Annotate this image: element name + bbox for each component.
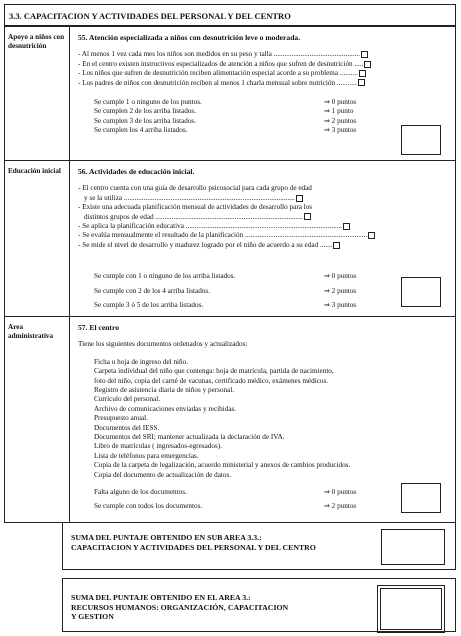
intro-text: Tiene los siguientes documentos ordenados y actualizados:: [78, 340, 248, 349]
checkbox[interactable]: [364, 61, 371, 68]
checkbox[interactable]: [368, 232, 375, 239]
criteria-body-57: [70, 317, 456, 523]
list-item: Copia de la carpeta de legalización, acuerdo ministerial y anexos de cambios producidos.: [94, 461, 351, 470]
arrow-icon: ⇒: [324, 272, 330, 281]
score-row: Se cumple con todos los documentos. ⇒ 2 puntos: [94, 501, 357, 510]
score-input-box[interactable]: [401, 125, 441, 155]
checkbox[interactable]: [361, 51, 368, 58]
checkbox[interactable]: [333, 242, 340, 249]
arrow-icon: ⇒: [324, 98, 330, 107]
score-input-box[interactable]: [401, 483, 441, 513]
list-item: - Se aplica la planificación educativa .......................................................................................: [78, 222, 449, 231]
criteria-body-56: [70, 161, 456, 317]
list-item: Ficha u hoja de ingreso del niño.: [94, 357, 189, 366]
list-item: Documentos del SRI; mantener actualizada la declaración de IVA.: [94, 433, 285, 442]
list-item: - Los padres de niños con desnutrición reciben al menos 1 charla mensual sobre nutrición ...........: [78, 79, 449, 88]
list-item: Carpeta individual del niño que contenga: hoja de matrícula, partida de nacimiento,: [94, 367, 334, 376]
list-item: - Se mide el nivel de desarrollo y madurez logrado por el niño de acuerdo a su edad .......: [78, 241, 449, 250]
list-item: - En el centro existen instructivos especializados de atención a niños que sufren de desnutrición .....: [78, 60, 449, 69]
list-item: - Existe una adecuada planificación mensual de actividades de desarrollo para los: [78, 203, 313, 212]
section-title: 3.3. CAPACITACION Y ACTIVIDADES DEL PERSONAL Y DEL CENTRO: [4, 4, 456, 26]
score-row: Se cumple con 1 o ninguno de los arriba listados. ⇒ 0 puntos: [94, 272, 357, 281]
score-row: Se cumple 3 ó 5 de los arriba listados. ⇒ 3 puntos: [94, 301, 357, 310]
arrow-icon: ⇒: [324, 286, 330, 295]
list-item: Libro de matrículas ( ingresados-egresados).: [94, 442, 222, 451]
list-item: Currículo del personal.: [94, 395, 161, 404]
list-item: - Los niños que sufren de desnutrición reciben alimentación especial acorde a su problema ..........: [78, 69, 449, 78]
score-row: Se cumplen 2 de los arriba listados. ⇒ 1 punto: [94, 107, 354, 116]
criteria-row-55: [5, 27, 456, 161]
subarea-total-box[interactable]: [381, 529, 445, 565]
score-input-box[interactable]: [401, 277, 441, 307]
arrow-icon: ⇒: [324, 301, 330, 310]
list-item: - Al menos 1 vez cada mes los niños son medidos en su peso y talla ................................................: [78, 50, 449, 59]
category-cell: Educación inicial: [5, 161, 70, 317]
area-sum-line3: Y GESTION: [71, 612, 114, 622]
area-sum-line1: SUMA DEL PUNTAJE OBTENIDO EN EL AREA 3.:: [71, 593, 251, 602]
list-item: Lista de teléfonos para emergencias.: [94, 451, 199, 460]
arrow-icon: ⇒: [324, 488, 330, 497]
question-title: 56. Actividades de educación inicial.: [78, 167, 195, 176]
criteria-body-55: [70, 27, 456, 161]
score-row: Se cumplen los 4 arriba listados. ⇒ 3 puntos: [94, 126, 357, 135]
document-list: [78, 358, 449, 480]
score-row: Se cumplen 3 de los arriba listados. ⇒ 2 puntos: [94, 116, 357, 125]
score-row: Se cumple 1 o ninguno de los puntos. ⇒ 0 puntos: [94, 98, 357, 107]
score-row: Falta alguno de los documentos. ⇒ 0 puntos: [94, 488, 357, 497]
checkbox[interactable]: [358, 79, 365, 86]
subarea-sum-row: [62, 522, 456, 570]
checkbox[interactable]: [343, 223, 350, 230]
question-title: 57. El centro: [78, 323, 119, 332]
arrow-icon: ⇒: [324, 501, 330, 510]
list-item: - El centro cuenta con una guía de desarrollo psicosocial para cada grupo de edad: [78, 184, 312, 193]
score-row: Se cumple con 2 de los 4 arriba listados. ⇒ 2 puntos: [94, 286, 357, 295]
arrow-icon: ⇒: [324, 126, 330, 135]
score-list: [78, 98, 449, 136]
list-item: foto del niño, copia del carné de vacunas, certificado médico, exámenes médicos.: [94, 376, 329, 385]
area-sum-line2: RECURSOS HUMANOS: ORGANIZACIÓN, CAPACITACION: [71, 602, 289, 612]
question-title: 55. Atención especializada a niños con desnutrición leve o moderada.: [78, 33, 301, 42]
list-item: y se la utiliza ...............................................................................................: [78, 194, 449, 203]
checkbox[interactable]: [304, 213, 311, 220]
list-item: Presupuesto anual.: [94, 414, 148, 423]
score-list: [78, 272, 449, 310]
criteria-row-56: [5, 161, 456, 317]
checkbox[interactable]: [359, 70, 366, 77]
criteria-table: [4, 26, 456, 523]
list-item: Registro de asistencia diaria de niños y personal.: [94, 386, 235, 395]
list-item: - Se evalúa mensualmente el resultado de la planificación ....................................................................: [78, 231, 449, 240]
subarea-sum-line1: SUMA DEL PUNTAJE OBTENIDO EN SUB AREA 3.3.:: [71, 533, 262, 542]
arrow-icon: ⇒: [324, 116, 330, 125]
area-total-box[interactable]: [377, 585, 445, 633]
criteria-row-57: [5, 317, 456, 523]
area-sum-row: [62, 578, 456, 632]
subarea-sum-line2: CAPACITACION Y ACTIVIDADES DEL PERSONAL Y DEL CENTRO: [71, 542, 316, 552]
list-item: Copia del documento de actualización de datos.: [94, 470, 232, 479]
list-item: Documentos del IESS.: [94, 423, 160, 432]
score-list: [78, 488, 449, 511]
list-item: Archivo de comunicaciones enviadas y recibidas.: [94, 404, 237, 413]
list-item: distintos grupos de edad ..................................................................................: [78, 213, 449, 222]
category-cell: Area administrativa: [5, 317, 70, 523]
category-cell: Apoyo a niños con desnutrición: [5, 27, 70, 161]
checkbox[interactable]: [296, 195, 303, 202]
arrow-icon: ⇒: [324, 107, 330, 116]
